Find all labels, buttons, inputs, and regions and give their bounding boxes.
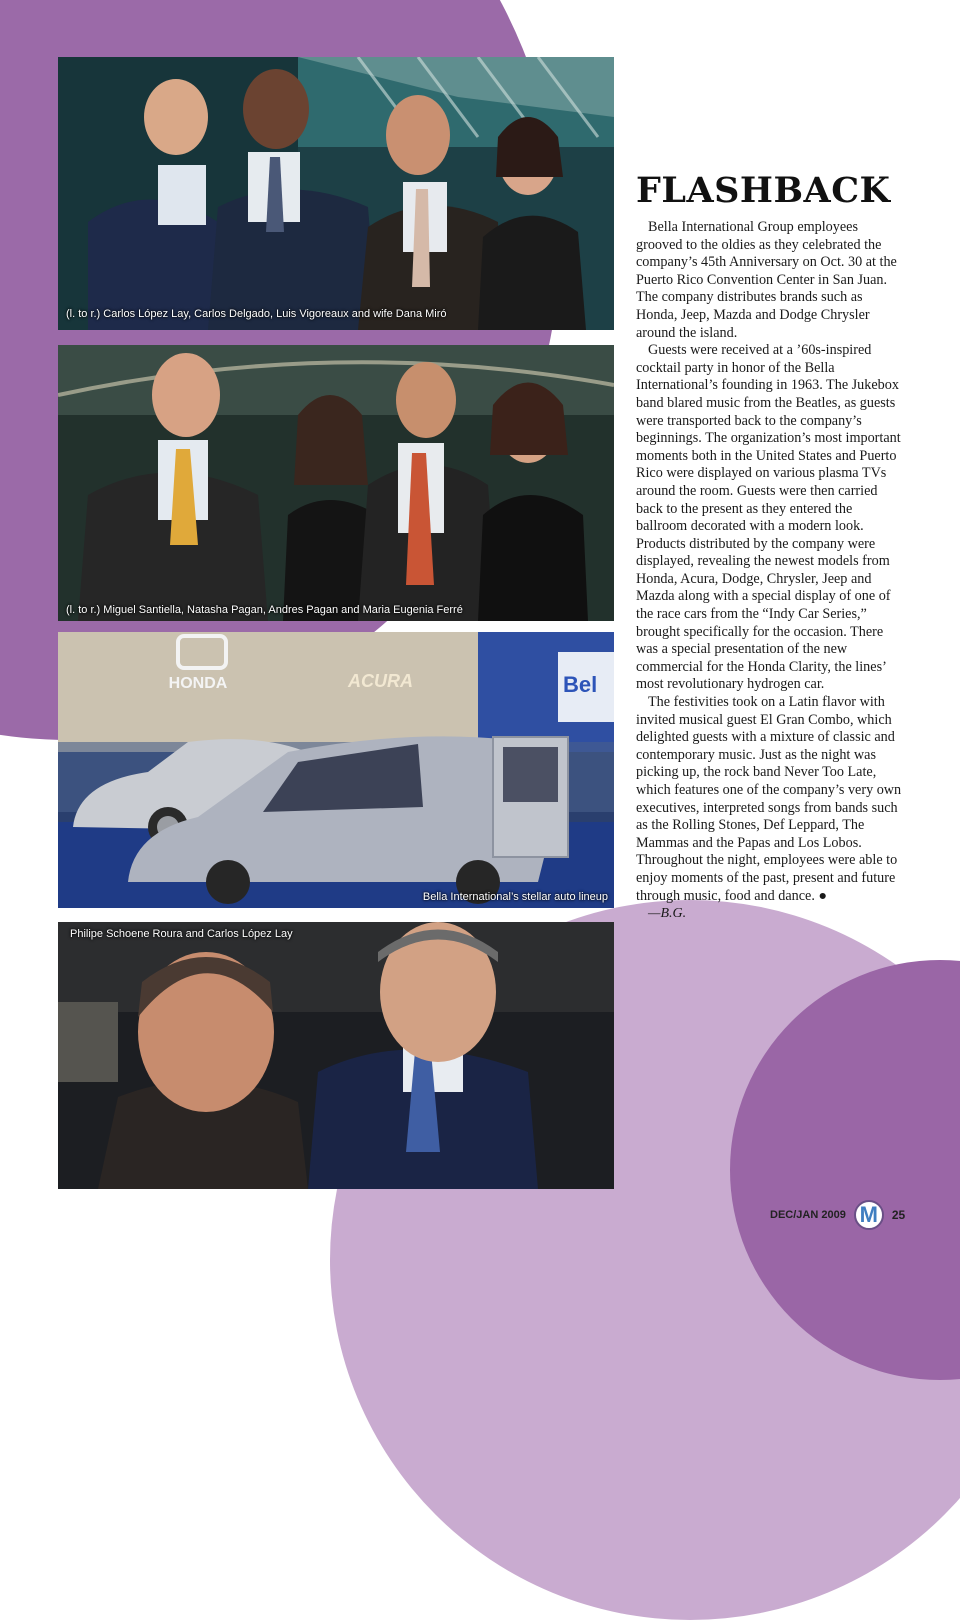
page-footer: [770, 1200, 905, 1230]
photo-group-four-guests: [58, 57, 614, 330]
photo-four-guests-second: [58, 345, 614, 621]
photo-4-scene: [58, 922, 614, 1189]
photo-3-caption: Bella International’s stellar auto lineup: [422, 891, 608, 903]
honda-sign-text: HONDA: [168, 675, 228, 692]
acura-sign-text: ACURA: [348, 671, 413, 691]
article-body: [636, 219, 906, 923]
photo-1-scene: [58, 57, 614, 330]
photo-3-scene: [58, 632, 614, 908]
photo-2-scene: [58, 345, 614, 621]
magazine-logo-icon: M: [854, 1200, 884, 1230]
photo-two-men: [58, 922, 614, 1189]
issue-date: DEC/JAN 2009: [770, 1209, 846, 1221]
article-byline: —B.G.: [648, 906, 687, 922]
article-paragraph: Bella International Group employees grooved to the oldies as they celebrated the company’s 45th Anniversary on Oct. 30 at the Puerto Rico Convention Center in San Juan. The company distributes brands such as Honda, Jeep, Mazda and Dodge Chrysler around the island.: [636, 219, 897, 341]
photo-1-caption: (l. to r.) Carlos López Lay, Carlos Delgado, Luis Vigoreaux and wife Dana Miró: [66, 308, 447, 320]
page-number: 25: [891, 1208, 906, 1222]
article-paragraph: The festivities took on a Latin flavor with invited musical guest El Gran Combo, which delighted guests with a mixture of classic and contemporary music. Just as the night was picking up, the rock band Never Too Late, which features one of the company’s very own executives, interpreted songs from bands such as the Rolling Stones, Def Leppard, The Mammas and the Papas and Los Lobos. Throughout the night, employees were able to enjoy moments of the past, present and future through music, food and dance. ●: [636, 694, 902, 904]
bella-sign-text: Bel: [563, 672, 598, 697]
article-paragraph: Guests were received at a ’60s-inspired cocktail party in honor of the Bella International’s founding in 1963. The Jukebox band blared music from the Beatles, as guests were transported back to the company’s beginnings. The organization’s most important moments both in the United States and Puerto Rico were displayed on various plasma TVs around the room. Guests were then carried back to the present as they entered the ballroom decorated with a modern look. Products distributed by the company were displayed, revealing the newest models from Honda, Acura, Dodge, Chrysler, Jeep and Mazda along with a special display of one of the race cars from the “Indy Car Series,” brought specifically for the occasion. There was a special presentation of the new commercial for the Honda Clarity, the lines’ most revolutionary hydrogen car.: [636, 342, 901, 693]
photo-4-caption: Philipe Schoene Roura and Carlos López Lay: [70, 928, 293, 940]
article-title: FLASHBACK: [636, 170, 891, 211]
photo-2-caption: (l. to r.) Miguel Santiella, Natasha Pagan, Andres Pagan and Maria Eugenia Ferré: [66, 604, 463, 616]
photo-auto-lineup: [58, 632, 614, 908]
